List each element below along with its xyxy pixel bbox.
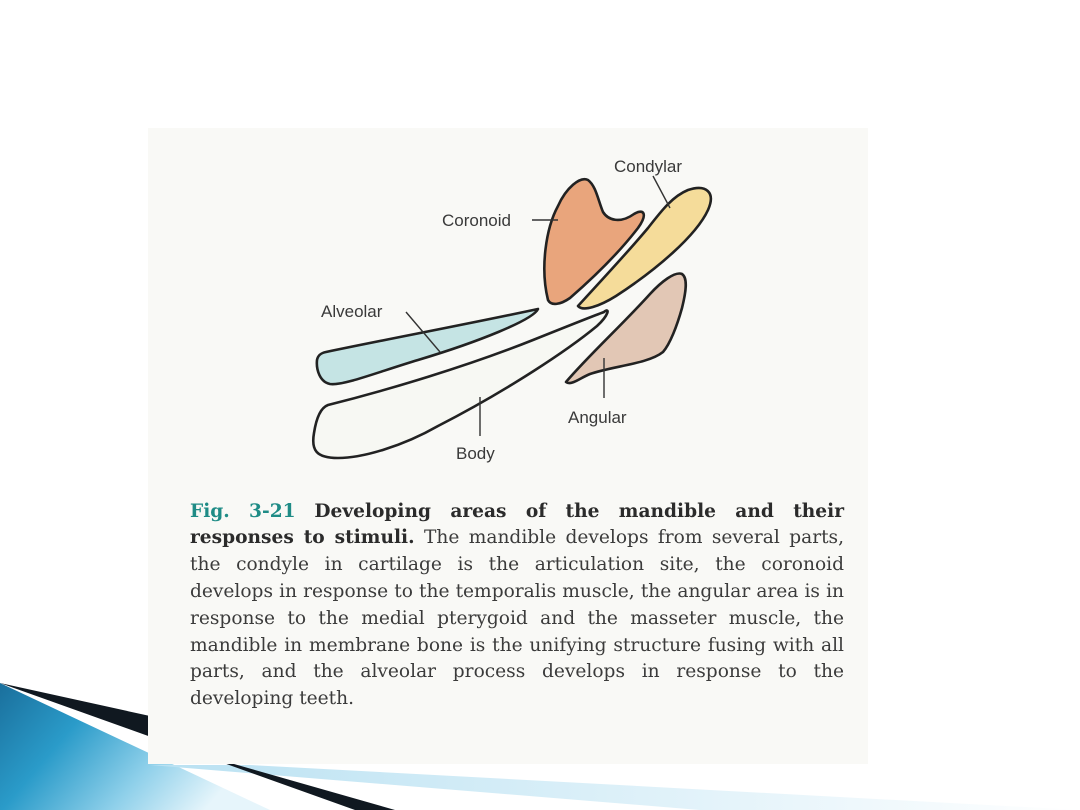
theme-wedge-pale bbox=[150, 765, 1080, 810]
mandible-diagram bbox=[148, 128, 868, 478]
caption-fig-title: Developing areas of the mandible and their responses to stimuli. bbox=[190, 500, 844, 549]
condylar-leader bbox=[653, 176, 670, 208]
figure-scan bbox=[148, 128, 868, 764]
caption-fig-number: Fig. 3-21 bbox=[190, 500, 296, 522]
label-alveolar: Alveolar bbox=[321, 302, 383, 321]
label-condylar: Condylar bbox=[614, 157, 683, 176]
label-coronoid: Coronoid bbox=[442, 211, 511, 230]
label-body: Body bbox=[456, 444, 495, 463]
label-angular: Angular bbox=[568, 408, 627, 427]
caption-body: The mandible develops from several parts, the condyle in cartilage is the articulation site, the coronoid develops in response to the temporalis muscle, the angular area is in response to the medial pterygoid and the masseter muscle, the mandible in membrane bone is the unifying structure fusing with all parts, and the alveolar process develops in response to the developing teeth. bbox=[190, 527, 845, 710]
figure-caption bbox=[190, 499, 844, 713]
